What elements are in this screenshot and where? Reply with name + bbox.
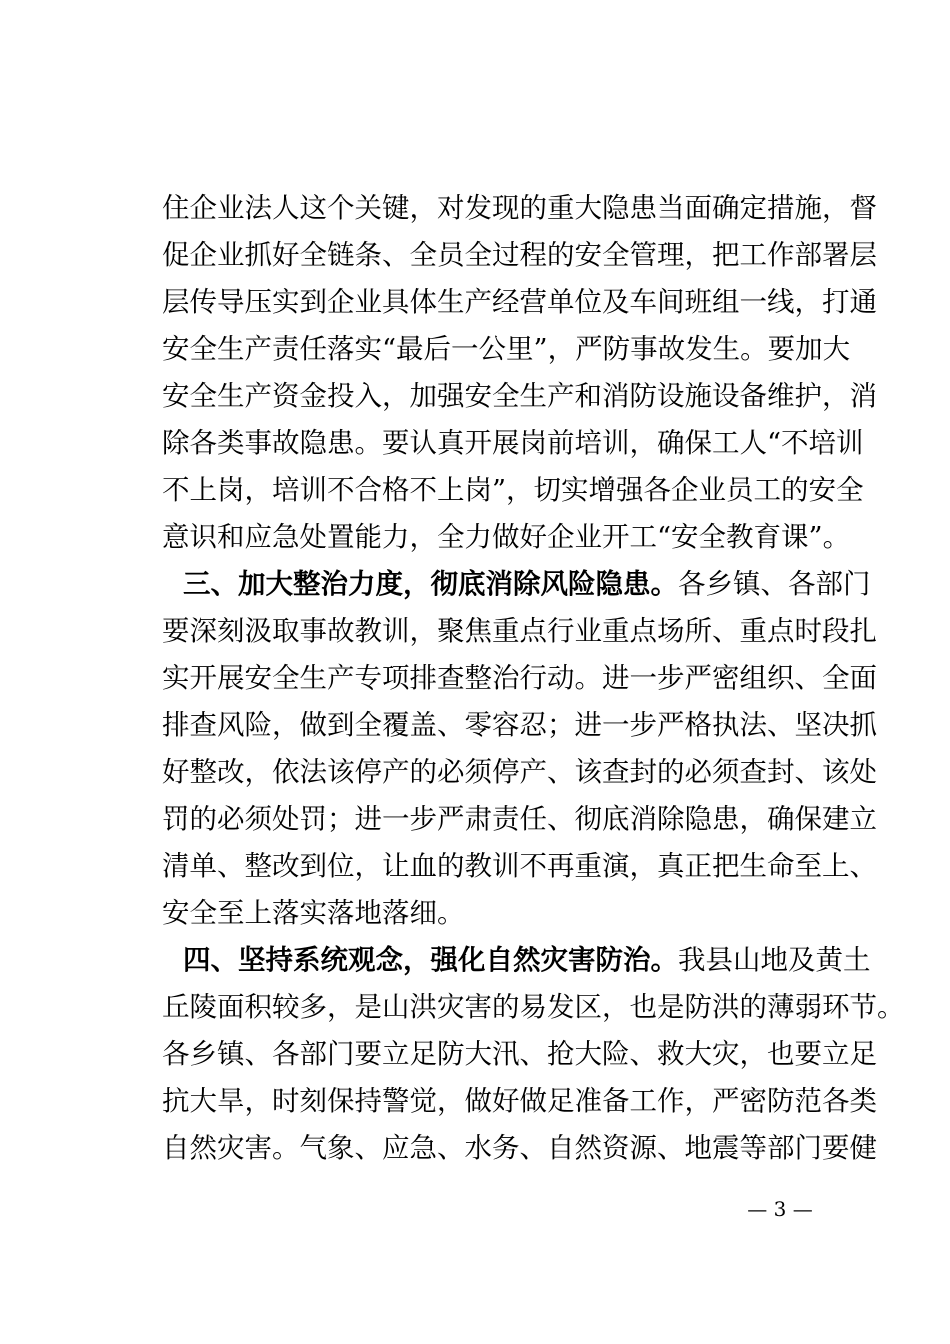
paragraph-line: 实开展安全生产专项排查整治行动。进一步严密组织、全面 [162, 662, 877, 694]
paragraph-line: 罚的必须处罚；进一步严肃责任、彻底消除隐患，确保建立 [162, 803, 877, 835]
paragraph-line: 清单、整改到位，让血的教训不再重演，真正把生命至上、 [162, 850, 877, 882]
paragraph-line: 安全生产责任落实“最后一公里”，严防事故发生。要加大 [162, 333, 851, 365]
paragraph-line: 抗大旱，时刻保持警觉，做好做足准备工作，严密防范各类 [162, 1085, 877, 1117]
page-number: — 3 — [747, 1197, 813, 1221]
paragraph-line: 住企业法人这个关键，对发现的重大隐患当面确定措施，督 [162, 192, 877, 224]
paragraph-line: 意识和应急处置能力，全力做好企业开工“安全教育课”。 [162, 521, 851, 553]
paragraph-line: 各乡镇、各部门要立足防大汛、抢大险、救大灾，也要立足 [162, 1038, 877, 1070]
section-three-first-line [183, 564, 871, 604]
section-three-heading: 三、加大整治力度，彻底消除风险隐患。 [183, 568, 678, 600]
paragraph-line: 除各类事故隐患。要认真开展岗前培训，确保工人“不培训 [162, 427, 864, 459]
paragraph-line: 要深刻汲取事故教训，聚焦重点行业重点场所、重点时段扎 [162, 615, 877, 647]
paragraph-line: 自然灾害。气象、应急、水务、自然资源、地震等部门要健 [162, 1132, 877, 1164]
section-four-first-line [183, 940, 871, 980]
section-three-first-line-text: 各乡镇、各部门 [678, 568, 871, 600]
paragraph-line: 丘陵面积较多，是山洪灾害的易发区，也是防洪的薄弱环节。 [162, 991, 905, 1023]
paragraph-line: 不上岗，培训不合格不上岗”，切实增强各企业员工的安全 [162, 474, 864, 506]
paragraph-line: 层传导压实到企业具体生产经营单位及车间班组一线，打通 [162, 286, 877, 318]
paragraph-line: 促企业抓好全链条、全员全过程的安全管理，把工作部署层 [162, 239, 877, 271]
paragraph-line: 排查风险，做到全覆盖、零容忍；进一步严格执法、坚决抓 [162, 709, 877, 741]
paragraph-line: 安全至上落实落地落细。 [162, 897, 465, 929]
paragraph-line: 安全生产资金投入，加强安全生产和消防设施设备维护，消 [162, 380, 877, 412]
paragraph-line: 好整改，依法该停产的必须停产、该查封的必须查封、该处 [162, 756, 877, 788]
section-four-first-line-text: 我县山地及黄土 [678, 944, 871, 976]
section-four-heading: 四、坚持系统观念，强化自然灾害防治。 [183, 944, 678, 976]
